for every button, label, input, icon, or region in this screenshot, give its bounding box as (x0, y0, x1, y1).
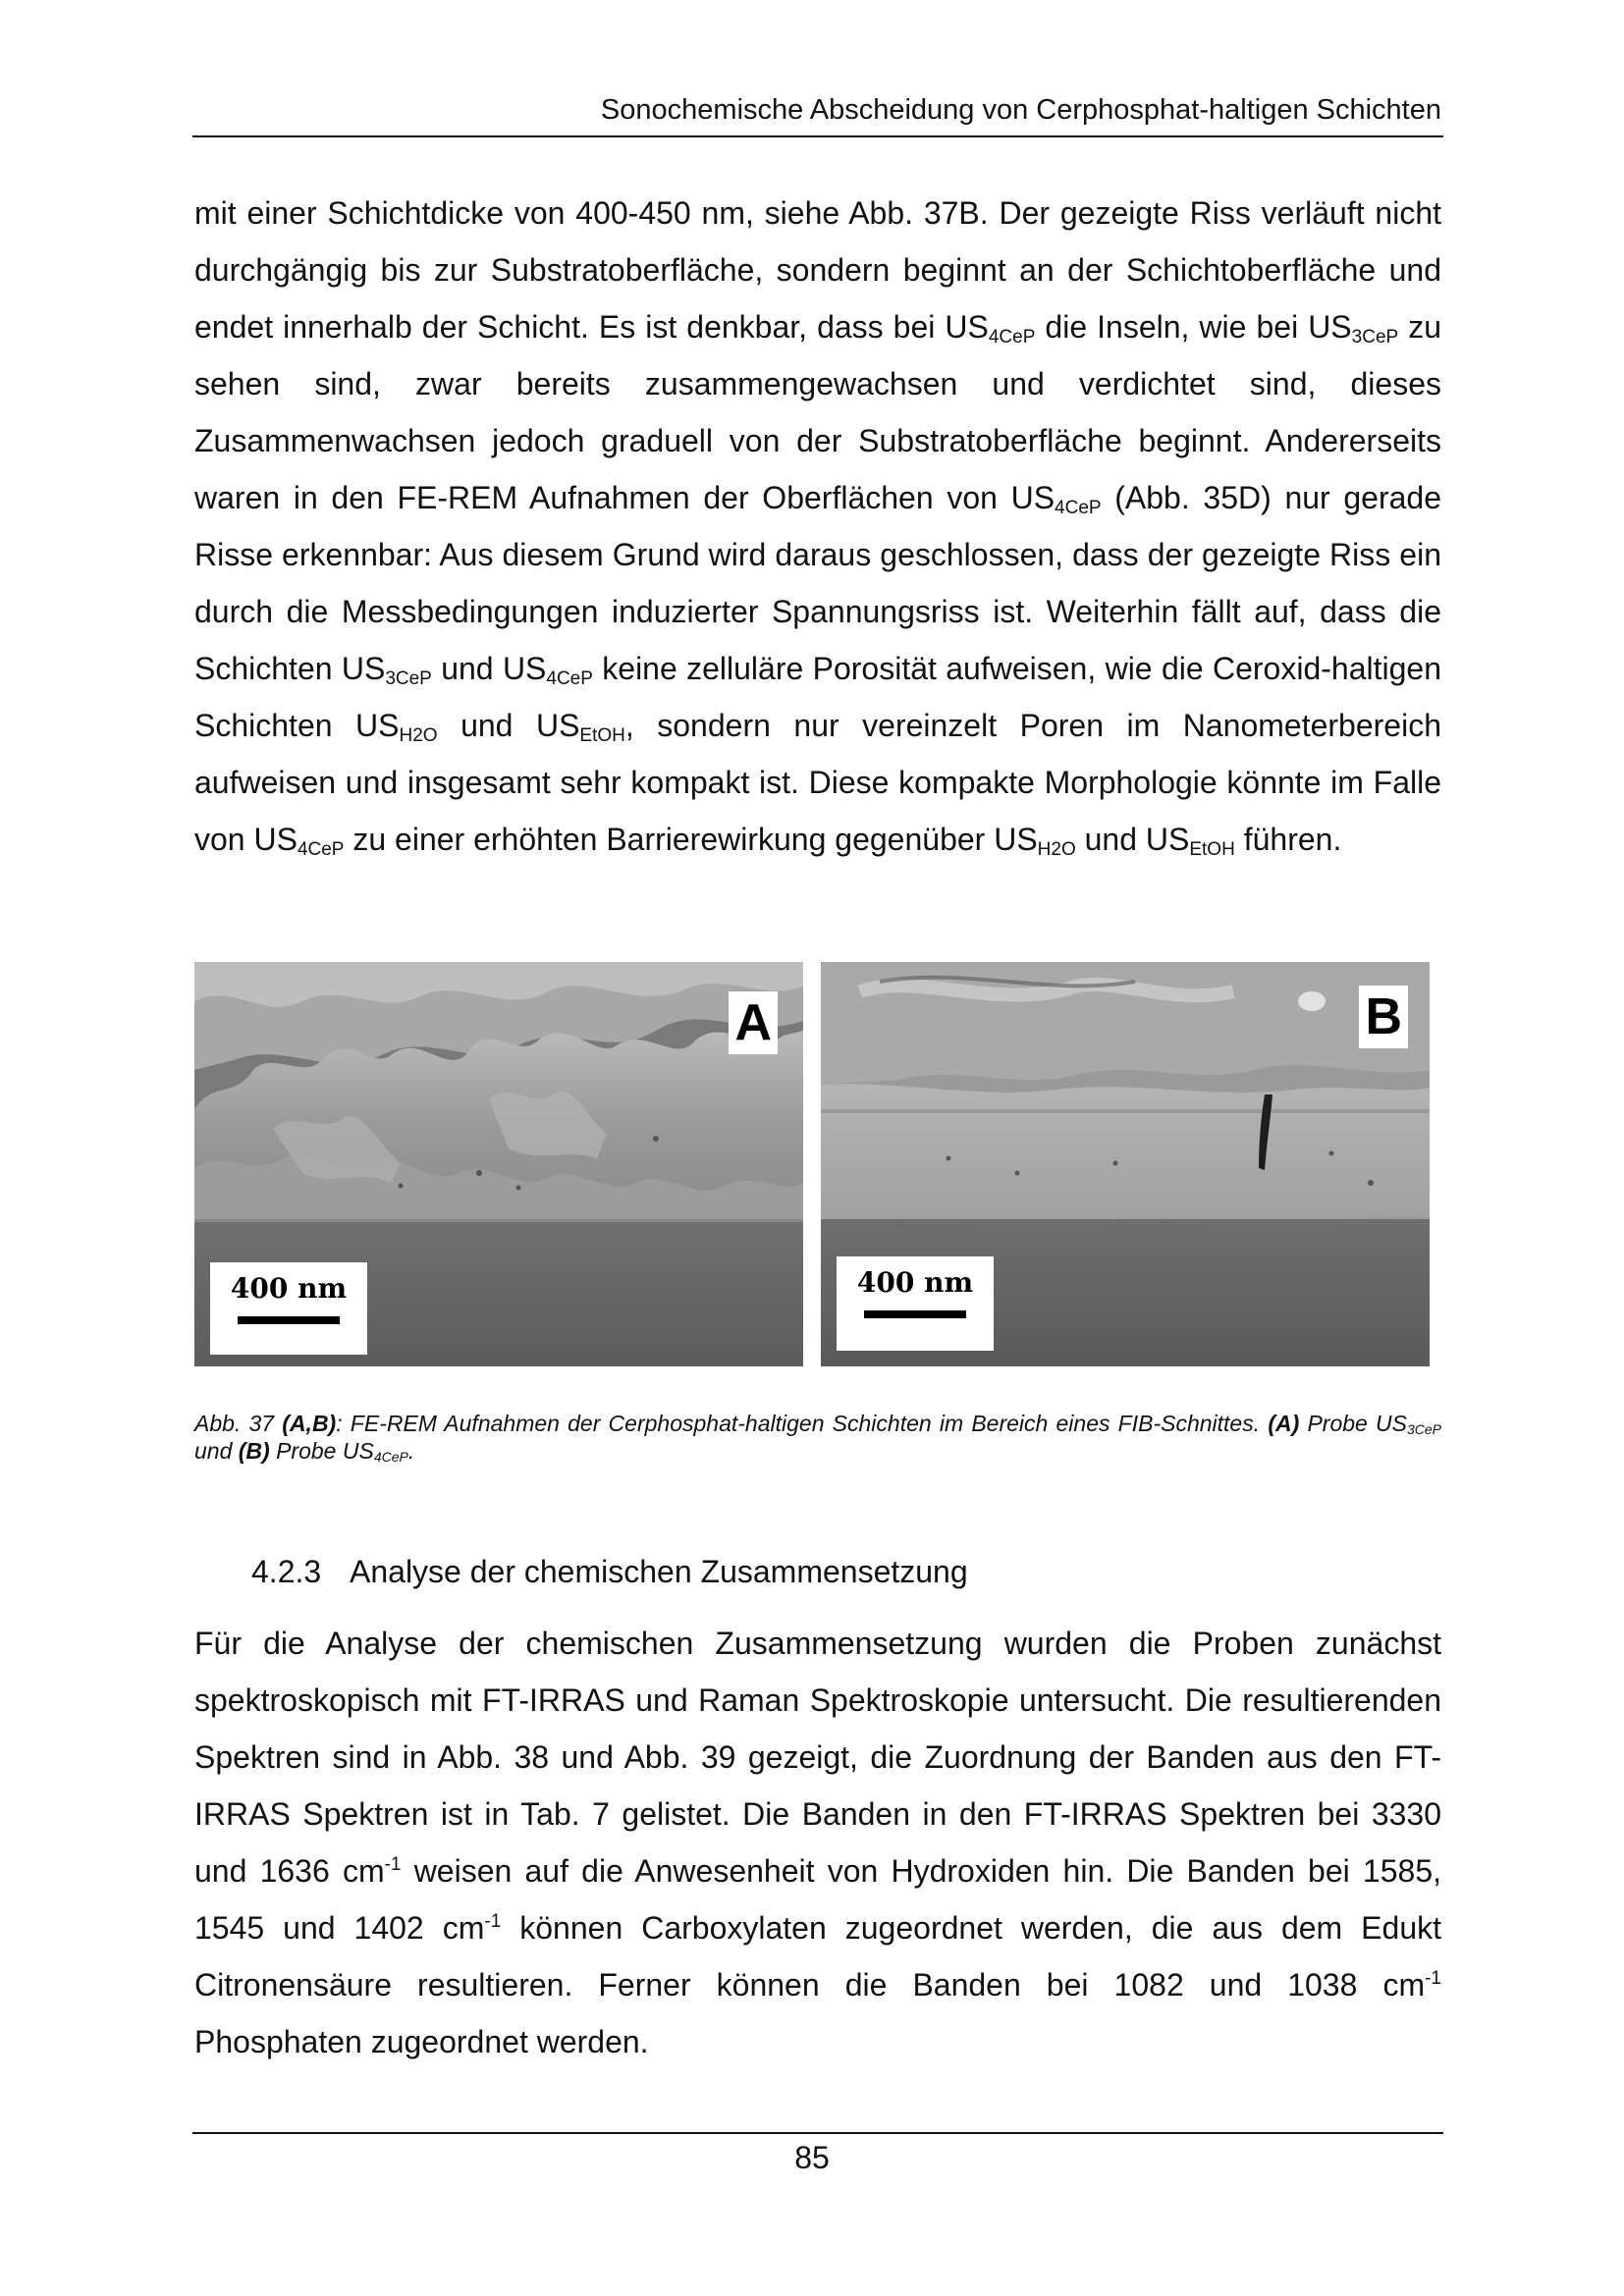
p1-sub: H2O (1037, 839, 1076, 860)
p2-sup: -1 (384, 1854, 402, 1875)
caption-text: Probe US (1299, 1411, 1407, 1436)
p1-text: zu sehen sind, zwar bereits zusammengewachsen und verdichtet sind, dieses Zusammenwachsen jedoch graduell von der Substratoberfläche beginnt. Andererseits waren in den FE-REM Aufnahmen der Oberflächen von US (194, 309, 1442, 515)
caption-text: . (407, 1438, 415, 1464)
p2-text: Phosphaten zugeordnet werden. (194, 2024, 649, 2059)
p2-sup: -1 (484, 1911, 502, 1932)
caption-text: und (194, 1438, 239, 1464)
caption-bold: (B) (238, 1438, 270, 1464)
p1-text: die Inseln, wie bei US (1035, 309, 1352, 345)
p1-sub: H2O (399, 725, 438, 746)
caption-sub: 4CeP (373, 1449, 408, 1465)
caption-text: : FE-REM Aufnahmen der Cerphosphat-haltigen Schichten im Bereich eines FIB-Schnittes. (336, 1411, 1269, 1436)
p1-sub: 4CeP (297, 839, 345, 860)
scale-bar-box-a (210, 1262, 367, 1355)
sem-figure (194, 962, 1430, 1366)
p1-text: zu einer erhöhten Barrierewirkung gegenüber US (344, 822, 1038, 857)
scale-bar (864, 1310, 966, 1318)
caption-text: Probe US (269, 1438, 374, 1464)
paragraph-2 (194, 1615, 1441, 2070)
p1-sub: EtOH (1189, 839, 1235, 860)
figure-caption (194, 1410, 1441, 1465)
section-number: 4.2.3 (251, 1554, 322, 1589)
panel-label-b: B (1359, 986, 1408, 1048)
p1-sub: 4CeP (546, 668, 593, 689)
p2-sup: -1 (1425, 1968, 1441, 1989)
section-heading (251, 1554, 968, 1590)
p1-text: und US (1075, 822, 1190, 857)
caption-sub: 3CeP (1406, 1421, 1441, 1437)
p1-text: führen. (1234, 822, 1342, 857)
running-header (192, 90, 1443, 137)
p1-text: und US (437, 708, 580, 743)
p2-text: können Carboxylaten zugeordnet werden, die aus dem Edukt Citronensäure resultieren. Ferner können die Banden bei 1082 und 1038 cm (194, 1910, 1442, 2002)
scale-bar-box-b (837, 1256, 994, 1351)
p1-sub: 4CeP (988, 327, 1036, 347)
scale-bar-label: 400 nm (856, 1266, 974, 1299)
p1-sub: 3CeP (1351, 327, 1399, 347)
scale-bar-label: 400 nm (230, 1272, 348, 1305)
paragraph-1 (194, 185, 1441, 868)
p2-text: weisen auf die Anwesenheit von Hydroxiden hin. Die Banden bei 1585, 1545 und 1402 cm (194, 1853, 1442, 1946)
p1-sub: 4CeP (1055, 498, 1102, 518)
p1-sub: EtOH (579, 725, 625, 746)
scale-bar (238, 1316, 340, 1324)
caption-text: Abb. 37 (194, 1411, 283, 1436)
p1-text: und US (431, 651, 547, 686)
p1-text: keine zelluläre Porosität aufweisen, wie die Ceroxid-haltigen Schichten US (194, 651, 1441, 743)
footer-rule (192, 2132, 1443, 2134)
p2-text: Für die Analyse der chemischen Zusammensetzung wurden die Proben zunächst spektroskopisch mit FT-IRRAS und Raman Spektroskopie untersucht. Die resultierenden Spektren sind in Abb. 38 und Abb. 39 gezeigt, die Zuordnung der Banden aus den FT-IRRAS Spektren ist in Tab. 7 gelistet. Die Banden in den FT-IRRAS Spektren bei 3330 und 1636 cm (194, 1626, 1441, 1889)
panel-label-a: A (729, 991, 778, 1054)
p1-sub: 3CeP (385, 668, 432, 689)
p1-text: mit einer Schichtdicke von 400-450 nm, siehe Abb. 37B. Der gezeigte Riss verläuft nicht durchgängig bis zur Substratoberfläche, sondern beginnt an der Schichtoberfläche und endet innerhalb der Schicht. Es ist denkbar, dass bei US (194, 195, 1441, 345)
section-title: Analyse der chemischen Zusammensetzung (350, 1554, 968, 1589)
sem-image-a (194, 962, 803, 1366)
p1-text: , sondern nur vereinzelt Poren im Nanometerbereich aufweisen und insgesamt sehr kompakt ist. Diese kompakte Morphologie könnte im Falle von US (194, 708, 1441, 857)
page-number: 85 (794, 2140, 830, 2175)
header-title: Sonochemische Abscheidung von Cerphosphat-haltigen Schichten (600, 94, 1441, 126)
p1-text: (Abb. 35D) nur gerade Risse erkennbar: Aus diesem Grund wird daraus geschlossen, dass der gezeigte Riss ein durch die Messbedingungen induzierter Spannungsriss ist. Weiterhin fällt auf, dass die Schichten US (194, 480, 1442, 686)
caption-bold: (A,B) (282, 1411, 337, 1436)
sem-image-b (821, 962, 1430, 1366)
caption-bold: (A) (1268, 1411, 1300, 1436)
